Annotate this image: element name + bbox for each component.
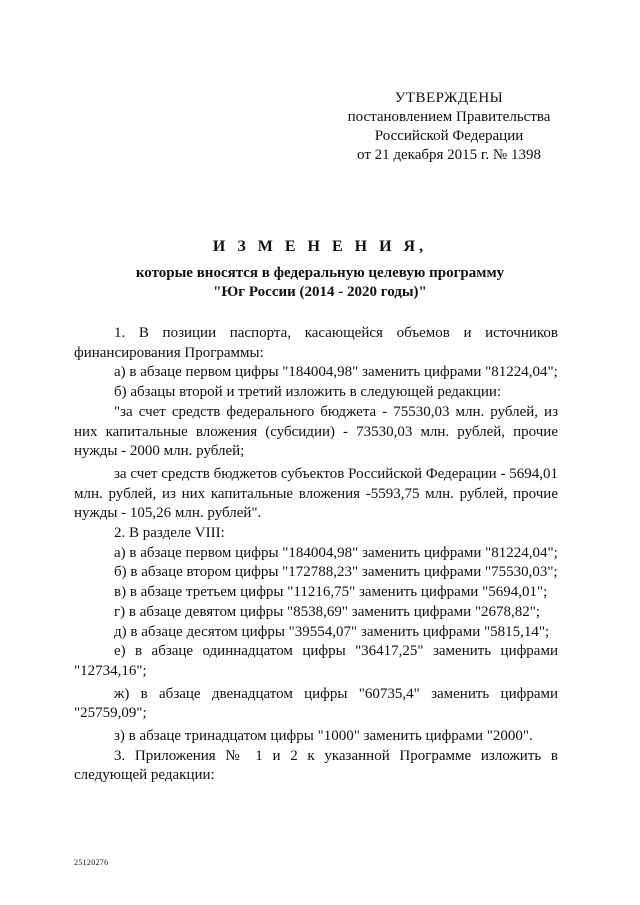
document-subtitle [0, 264, 640, 302]
paragraph-1b: б) абзацы второй и третий изложить в следующей редакции: [114, 384, 502, 401]
paragraph-2b: б) в абзаце втором цифры "172788,23" заменить цифрами "75530,03"; [114, 564, 558, 581]
paragraph-1: 1. В позиции паспорта, касающейся объемов и источников финансирования Программы: [74, 325, 558, 361]
subtitle-line-1: которые вносятся в федеральную целевую программу [135, 265, 505, 281]
paragraph-3: 3. Приложения № 1 и 2 к указанной Программе изложить в следующей редакции: [74, 747, 558, 784]
paragraph-2f: е) в абзаце одиннадцатом цифры "36417,25" заменить цифрами "12734,16"; [74, 643, 558, 679]
paragraph-2d: г) в абзаце девятом цифры "8538,69" заменить цифрами "2678,82"; [114, 603, 541, 620]
subtitle-line-2: "Юг России (2014 - 2020 годы)" [213, 284, 427, 300]
paragraph-2h: з) в абзаце тринадцатом цифры "1000" заменить цифрами "2000". [114, 728, 533, 745]
document-code: 25120276 [74, 858, 109, 867]
paragraph-1a: а) в абзаце первом цифры "184004,98" заменить цифрами "81224,04"; [114, 364, 558, 381]
approval-line-1: постановлением Правительства [347, 109, 551, 125]
approval-heading: УТВЕРЖДЕНЫ [394, 90, 504, 106]
paragraph-1c: "за счет средств федерального бюджета - 75530,03 млн. рублей, из них капитальные вложения (субсидии) - 73530,03 млн. рублей, прочие нужды - 2000 млн. рублей; [74, 403, 558, 460]
paragraph-1d: за счет средств бюджетов субъектов Российской Федерации - 5694,01 млн. рублей, из них капитальные вложения -5593,75 млн. рублей, прочие нужды - 105,26 млн. рублей". [74, 465, 558, 522]
paragraph-2c: в) в абзаце третьем цифры "11216,75" заменить цифрами "5694,01"; [114, 584, 548, 601]
paragraph-2e: д) в абзаце десятом цифры "39554,07" заменить цифрами "5815,14"; [114, 623, 550, 640]
approval-line-2: Российской Федерации [374, 128, 524, 144]
paragraph-2: 2. В разделе VIII: [114, 525, 225, 542]
approval-stamp [330, 89, 568, 165]
document-title: И З М Е Н Е Н И Я, [212, 238, 428, 255]
document-body [74, 324, 558, 786]
paragraph-2g: ж) в абзаце двенадцатом цифры "60735,4" заменить цифрами "25759,09"; [74, 685, 558, 722]
approval-line-3: от 21 декабря 2015 г. № 1398 [357, 147, 541, 163]
paragraph-2a: а) в абзаце первом цифры "184004,98" заменить цифрами "81224,04"; [114, 544, 558, 561]
